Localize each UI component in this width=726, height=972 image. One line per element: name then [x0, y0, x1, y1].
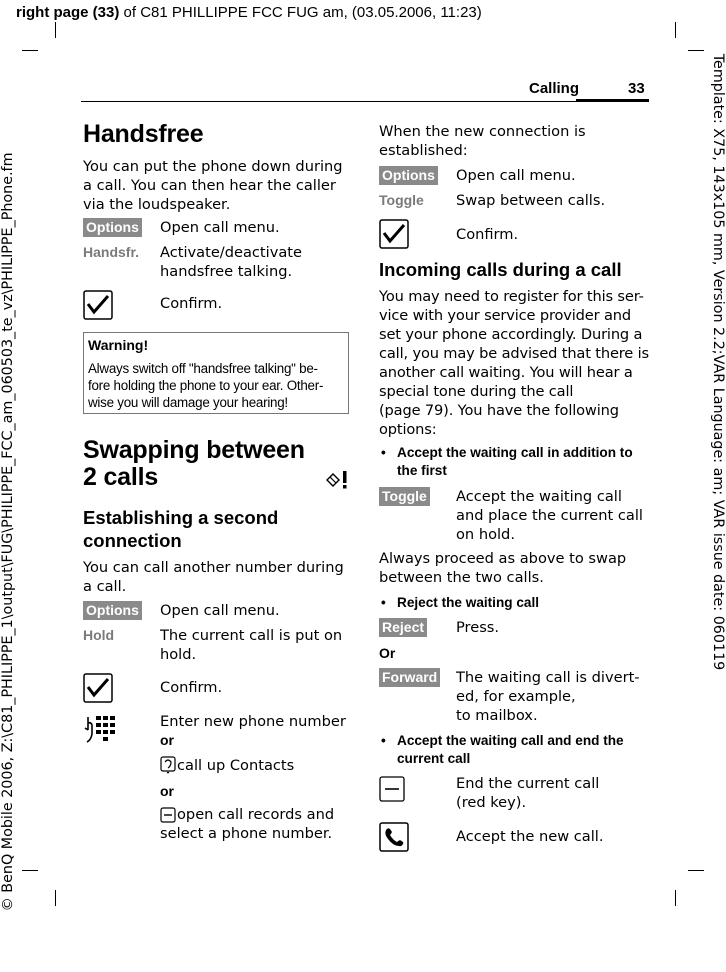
text-line: Accept the waiting call and end the — [397, 733, 624, 748]
step-description — [456, 487, 643, 544]
options-softkey[interactable]: Options — [379, 166, 438, 185]
step-description — [160, 626, 342, 664]
or-label: Or — [379, 645, 396, 661]
text-line: to mailbox. — [456, 707, 538, 724]
step-description: Open call menu. — [456, 167, 576, 184]
bullet-dot: • — [381, 733, 386, 748]
page-number: 33 — [628, 80, 645, 97]
step-description: Enter new phone number — [160, 713, 346, 730]
end-key-icon[interactable] — [379, 776, 405, 802]
confirm-key-icon[interactable] — [379, 219, 409, 249]
step-description: Confirm. — [160, 295, 223, 312]
heading-line: Swapping between — [83, 436, 305, 464]
running-head-title: Calling — [529, 80, 580, 97]
text-line: vice with your service provider and — [379, 307, 631, 324]
text-line: Accept the waiting call — [456, 488, 622, 505]
text-line: current call — [397, 751, 471, 766]
text-line: set your phone accordingly. During a — [379, 326, 643, 343]
print-stamp — [16, 4, 482, 21]
text-line: You can put the phone down during — [83, 158, 343, 175]
crop-mark — [22, 870, 38, 871]
reject-softkey[interactable]: Reject — [379, 618, 427, 637]
bullet-accept-end — [397, 732, 624, 768]
text-line: another call waiting. You will hear a — [379, 364, 633, 381]
paragraph-handsfree — [83, 157, 353, 214]
text-line: wise you will damage your hearing! — [88, 395, 288, 410]
navigation-key-icon[interactable] — [160, 756, 176, 774]
heading-incoming: Incoming calls during a call — [379, 259, 622, 280]
options-softkey[interactable]: Options — [83, 601, 142, 620]
text-line: between the two calls. — [379, 569, 544, 586]
heading-line: 2 calls — [83, 463, 159, 491]
print-stamp-rest: of C81 PHILLIPPE FCC FUG am, (03.05.2006, 11:23) — [119, 4, 482, 21]
text-line: on hold. — [456, 526, 515, 543]
step-description — [177, 805, 334, 824]
keypad-icon[interactable] — [83, 714, 115, 744]
bullet-dot: • — [381, 445, 386, 460]
end-key-icon[interactable] — [160, 807, 176, 823]
step-description: Confirm. — [456, 226, 519, 243]
text-line: You can call another number during — [83, 559, 344, 576]
text-line: via the loudspeaker. — [83, 196, 231, 213]
bullet-reject: Reject the waiting call — [397, 595, 540, 610]
side-text-right: Template: X75, 143x105 mm, Version 2.2;VAR Language: am; VAR issue date: 060119 — [710, 53, 726, 671]
step-description: Confirm. — [160, 679, 223, 696]
crop-mark — [675, 890, 676, 906]
text-line: (page 79). You have the following — [379, 402, 619, 419]
heading-establishing — [83, 506, 278, 552]
text-line: Always switch off "handsfree talking" be- — [88, 361, 318, 376]
heading-line: Establishing a second — [83, 507, 279, 528]
text-line: the first — [397, 463, 447, 478]
text-line: special tone during the call — [379, 383, 574, 400]
text-line: The current call is put on — [160, 627, 343, 644]
toggle-softkey[interactable]: Toggle — [379, 192, 424, 208]
crop-mark — [55, 22, 56, 38]
warning-title: Warning! — [88, 337, 149, 353]
handsfree-softkey[interactable]: Handsfr. — [83, 244, 140, 260]
step-description — [160, 243, 302, 281]
side-text-left: © BenQ Mobile 2006, Z:\C81_PHILIPPE_1\output\FUG\PHILIPPE_FCC_am_060503_te_vz\PHILIPPE_Phone.fm — [0, 152, 16, 912]
crop-mark — [688, 50, 704, 51]
text-line: When the new connection is — [379, 123, 586, 140]
text-line: End the current call — [456, 775, 600, 792]
header-rule — [81, 101, 649, 102]
text-line: and place the current call — [456, 507, 643, 524]
warning-body — [88, 360, 350, 411]
crop-mark — [688, 870, 704, 871]
text-line: options: — [379, 421, 437, 438]
text-line: open call records and — [177, 806, 335, 823]
heading-line: connection — [83, 530, 182, 551]
step-description: Swap between calls. — [456, 192, 606, 209]
step-description: Accept the new call. — [456, 828, 604, 845]
step-description — [456, 774, 599, 812]
paragraph-always — [379, 549, 649, 587]
step-description: Open call menu. — [160, 219, 280, 236]
text-line: hold. — [160, 646, 197, 663]
text-line: a call. — [83, 578, 127, 595]
bullet-accept-in-addition — [397, 444, 633, 480]
heading-swapping — [83, 437, 305, 491]
paragraph-new-connection — [379, 122, 649, 160]
text-line: a call. You can then hear the caller — [83, 177, 336, 194]
text-line: fore holding the phone to your ear. Other- — [88, 378, 324, 393]
text-line: The waiting call is divert- — [456, 669, 640, 686]
forward-softkey[interactable]: Forward — [379, 668, 440, 687]
text-line: handsfree talking. — [160, 263, 293, 280]
crop-mark — [55, 890, 56, 906]
print-stamp-bold: right page (33) — [16, 4, 120, 21]
text-line: Accept the waiting call in addition to — [397, 445, 633, 460]
call-key-icon[interactable] — [379, 822, 409, 852]
step-description: Press. — [456, 619, 500, 636]
text-line: Activate/deactivate — [160, 244, 302, 261]
paragraph-incoming — [379, 287, 653, 439]
confirm-key-icon[interactable] — [83, 673, 113, 703]
heading-handsfree: Handsfree — [83, 120, 204, 148]
confirm-key-icon[interactable] — [83, 290, 113, 320]
provider-service-icon — [323, 469, 351, 491]
text-line: ed, for example, — [456, 688, 576, 705]
bullet-dot: • — [381, 595, 386, 610]
hold-softkey[interactable]: Hold — [83, 627, 115, 643]
options-softkey[interactable]: Options — [83, 218, 142, 237]
or-label: or — [160, 732, 174, 748]
text-line: established: — [379, 142, 468, 159]
text-line: You may need to register for this ser- — [379, 288, 644, 305]
text-line: call, you may be advised that there is — [379, 345, 649, 362]
paragraph-establishing — [83, 558, 353, 596]
toggle-softkey[interactable]: Toggle — [379, 487, 430, 506]
step-description: call up Contacts — [177, 757, 295, 774]
crop-mark — [675, 22, 676, 38]
text-line: (red key). — [456, 794, 527, 811]
step-description — [456, 668, 640, 725]
step-description: Open call menu. — [160, 602, 280, 619]
text-line: Always proceed as above to swap — [379, 550, 627, 567]
crop-mark — [22, 50, 38, 51]
step-description: select a phone number. — [160, 825, 333, 842]
or-label: or — [160, 783, 174, 799]
header-rule-thick — [576, 99, 649, 102]
